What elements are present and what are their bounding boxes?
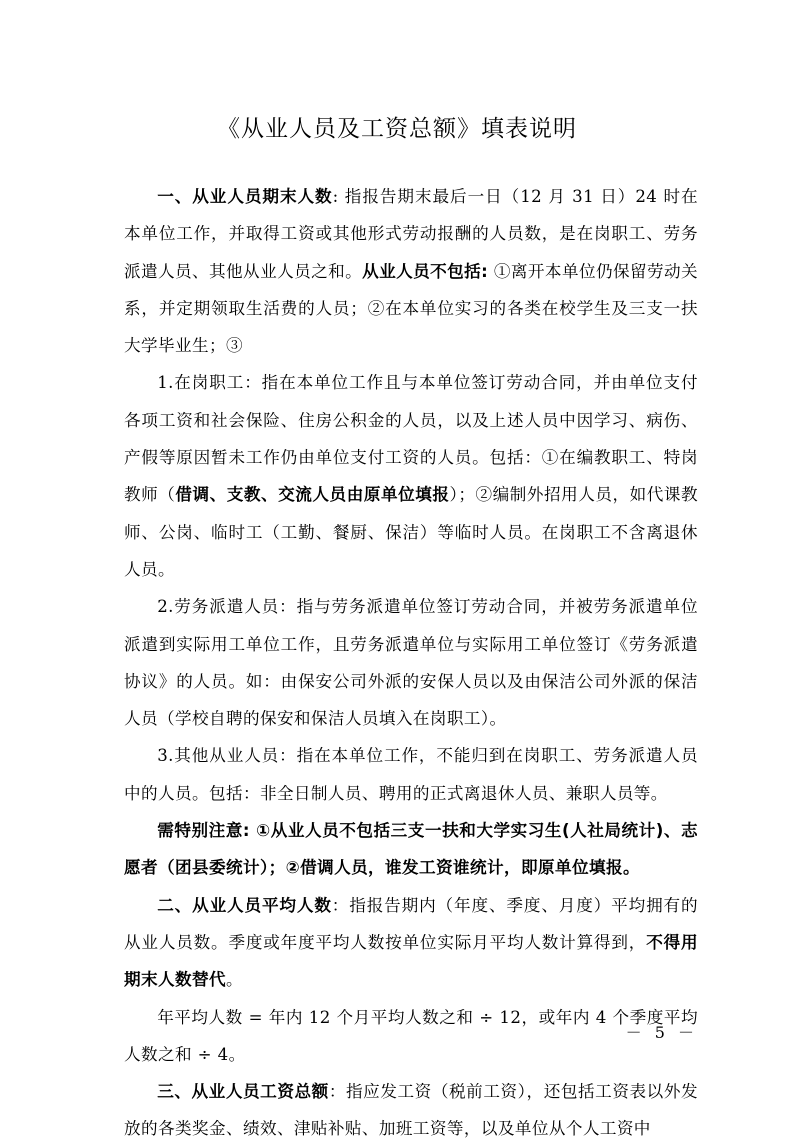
page-number: － 5 －	[625, 1023, 698, 1042]
item-1-paragraph	[124, 364, 698, 588]
item-1-text: 1.在岗职工：指在本单位工作且与本单位签订劳动合同，并由单位支付各项工资和社会保险、住房公积金的人员，以及上述人员中因学习、病伤、产假等原因暂未工作仍由单位支付工资的人员。包括：①在编教职工、特岗教师（	[124, 373, 698, 505]
item-2-paragraph: 2.劳务派遣人员：指与劳务派遣单位签订劳动合同，并被劳务派遣单位派遣到实际用工单位工作，且劳务派遣单位与实际用工单位签订《劳务派遣协议》的人员。如：由保安公司外派的安保人员以及由保洁公司外派的保洁人员（学校自聘的保安和保洁人员填入在岗职工）。	[124, 597, 698, 729]
section-2-paragraph	[124, 887, 698, 999]
section-2-bold-note: 不得用期末人数替代	[124, 932, 699, 990]
section-1-text: : 指报告期末最后一日（12 月 31 日）24 时在本单位工作，并取得工资或其他形式劳动报酬的人员数，是在岗职工、劳务派遣人员、其他从业人员之和。	[124, 187, 698, 281]
section-3-heading: 三、从业人员工资总额	[157, 1082, 329, 1102]
formula-paragraph: 年平均人数 = 年内 12 个月平均人数之和 ÷ 12，或年内 4 个季度平均人数之和 ÷ 4。	[124, 1007, 698, 1064]
section-1-heading: 一、从业人员期末人数	[157, 187, 333, 206]
section-2-text: ：指报告期内（年度、季度、月度）平均拥有的从业人员数。季度或年度平均人数按单位实际月平均人数计算得到，	[124, 895, 698, 952]
item-1-bold-note: 借调、支教、交流人员由原单位填报	[175, 485, 450, 505]
section-2-heading: 二、从业人员平均人数	[157, 895, 332, 915]
section-2-text-end: 。	[225, 970, 243, 990]
section-3-paragraph	[124, 1073, 698, 1148]
item-1-text-cont: ）；②编制外招用人员，如代课教师、公岗、临时工（工勤、餐厨、保洁）等临时人员。在岗职工不含离退休人员。	[124, 485, 698, 579]
document-body	[124, 178, 698, 1148]
item-3-paragraph: 3.其他从业人员：指在本单位工作，不能归到在岗职工、劳务派遣人员中的人员。包括：非全日制人员、聘用的正式离退休人员、兼职人员等。	[124, 746, 698, 803]
section-1-exclusion-text: ①离开本单位仍保留劳动关系，并定期领取生活费的人员；②在本单位实习的各类在校学生及三支一扶大学毕业生；③	[124, 261, 698, 356]
section-3-text: ：指应发工资（税前工资），还包括工资表以外发放的各类奖金、绩效、津贴补贴、加班工资等，以及单位从个人工资中	[124, 1082, 699, 1139]
section-1-exclusion-label: 从业人员不包括:	[362, 261, 489, 281]
section-1-paragraph	[124, 178, 698, 364]
page-title: 《从业人员及工资总额》填表说明	[217, 116, 577, 142]
special-note-paragraph: 需特别注意: ①从业人员不包括三支一扶和大学实习生(人社局统计)、志愿者（团县委统计）；②借调人员，谁发工资谁统计，即原单位填报。	[124, 821, 698, 878]
